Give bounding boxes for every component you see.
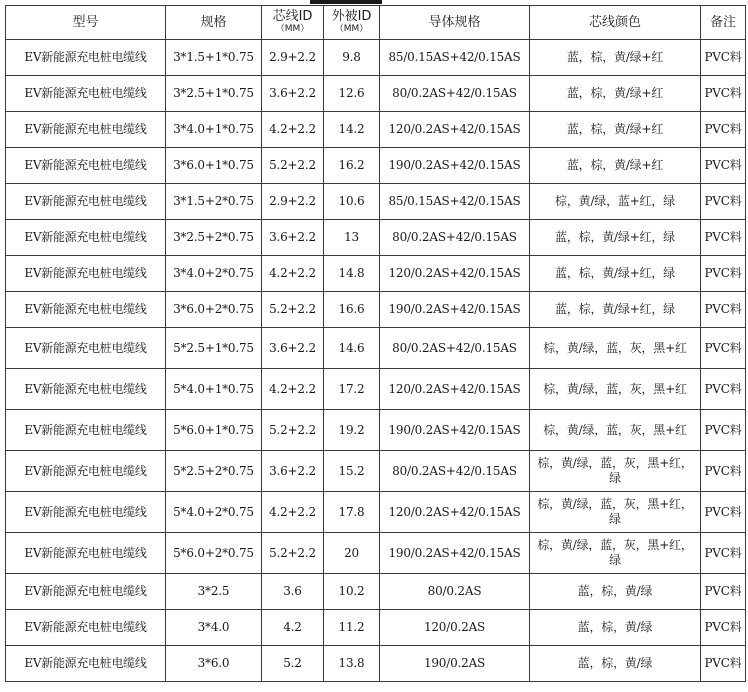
spec-cell: 3*6.0+1*0.75	[166, 148, 262, 184]
sheath-id-cell: 10.6	[324, 184, 380, 220]
core-color-cell: 蓝，棕，黄/绿+红	[530, 112, 701, 148]
spec-cell: 3*2.5	[166, 574, 262, 610]
model-cell: EV新能源充电桩电缆线	[6, 492, 166, 533]
core-color-cell: 棕，黄/绿，蓝+红，绿	[530, 184, 701, 220]
core-color-cell: 蓝，棕，黄/绿	[530, 574, 701, 610]
core-id-cell: 3.6+2.2	[262, 220, 324, 256]
table-row	[6, 369, 746, 410]
core-color-cell: 棕，黄/绿，蓝，灰，黑+红，绿	[530, 492, 701, 533]
core-color-cell: 蓝，棕，黄/绿+红	[530, 40, 701, 76]
sheath-id-cell: 12.6	[324, 76, 380, 112]
cable-spec-table	[5, 5, 746, 682]
conductor-cell: 80/0.2AS	[380, 574, 530, 610]
note-cell: PVC料	[701, 292, 746, 328]
conductor-cell: 80/0.2AS+42/0.15AS	[380, 451, 530, 492]
core-color-cell: 蓝，棕，黄/绿	[530, 646, 701, 682]
core-color-cell: 蓝，棕，黄/绿+红，绿	[530, 220, 701, 256]
table-row	[6, 451, 746, 492]
core-id-cell: 3.6	[262, 574, 324, 610]
header-note: 备注	[701, 6, 746, 40]
sheath-id-cell: 14.2	[324, 112, 380, 148]
core-id-cell: 2.9+2.2	[262, 184, 324, 220]
core-id-cell: 3.6+2.2	[262, 451, 324, 492]
spec-cell: 5*6.0+2*0.75	[166, 533, 262, 574]
table-row	[6, 76, 746, 112]
conductor-cell: 80/0.2AS+42/0.15AS	[380, 328, 530, 369]
header-spec: 规格	[166, 6, 262, 40]
conductor-cell: 80/0.2AS+42/0.15AS	[380, 76, 530, 112]
model-cell: EV新能源充电桩电缆线	[6, 76, 166, 112]
table-row	[6, 148, 746, 184]
spec-cell: 3*6.0+2*0.75	[166, 292, 262, 328]
model-cell: EV新能源充电桩电缆线	[6, 184, 166, 220]
conductor-cell: 120/0.2AS+42/0.15AS	[380, 256, 530, 292]
core-color-cell: 蓝，棕，黄/绿	[530, 610, 701, 646]
core-color-cell: 蓝，棕，黄/绿+红	[530, 76, 701, 112]
model-cell: EV新能源充电桩电缆线	[6, 451, 166, 492]
spec-cell: 5*6.0+1*0.75	[166, 410, 262, 451]
spec-cell: 3*1.5+1*0.75	[166, 40, 262, 76]
conductor-cell: 85/0.15AS+42/0.15AS	[380, 184, 530, 220]
header-model: 型号	[6, 6, 166, 40]
table-row	[6, 256, 746, 292]
core-id-cell: 4.2	[262, 610, 324, 646]
header-core-id-label: 芯线ID	[272, 9, 313, 24]
model-cell: EV新能源充电桩电缆线	[6, 256, 166, 292]
table-row	[6, 533, 746, 574]
core-color-cell: 棕，黄/绿，蓝，灰，黑+红，绿	[530, 533, 701, 574]
note-cell: PVC料	[701, 533, 746, 574]
table-row	[6, 610, 746, 646]
spec-cell: 5*4.0+2*0.75	[166, 492, 262, 533]
conductor-cell: 190/0.2AS+42/0.15AS	[380, 292, 530, 328]
header-sheath-id-unit: （MM）	[334, 24, 369, 34]
core-color-cell: 棕，黄/绿，蓝，灰，黑+红，绿	[530, 451, 701, 492]
note-cell: PVC料	[701, 256, 746, 292]
core-color-cell: 蓝，棕，黄/绿+红，绿	[530, 256, 701, 292]
table-header	[6, 6, 746, 40]
spec-cell: 3*2.5+2*0.75	[166, 220, 262, 256]
model-cell: EV新能源充电桩电缆线	[6, 292, 166, 328]
note-cell: PVC料	[701, 76, 746, 112]
note-cell: PVC料	[701, 451, 746, 492]
table-row	[6, 40, 746, 76]
spec-cell: 5*2.5+2*0.75	[166, 451, 262, 492]
model-cell: EV新能源充电桩电缆线	[6, 148, 166, 184]
note-cell: PVC料	[701, 369, 746, 410]
core-color-cell: 棕，黄/绿，蓝，灰，黑+红	[530, 410, 701, 451]
note-cell: PVC料	[701, 148, 746, 184]
header-row	[6, 6, 746, 40]
core-id-cell: 3.6+2.2	[262, 76, 324, 112]
sheath-id-cell: 9.8	[324, 40, 380, 76]
core-color-cell: 蓝，棕，黄/绿+红	[530, 148, 701, 184]
model-cell: EV新能源充电桩电缆线	[6, 328, 166, 369]
sheath-id-cell: 14.8	[324, 256, 380, 292]
spec-cell: 3*6.0	[166, 646, 262, 682]
conductor-cell: 190/0.2AS+42/0.15AS	[380, 148, 530, 184]
spec-cell: 3*4.0+2*0.75	[166, 256, 262, 292]
table-row	[6, 410, 746, 451]
model-cell: EV新能源充电桩电缆线	[6, 646, 166, 682]
core-color-cell: 蓝，棕，黄/绿+红，绿	[530, 292, 701, 328]
table-body	[6, 40, 746, 682]
model-cell: EV新能源充电桩电缆线	[6, 610, 166, 646]
sheath-id-cell: 19.2	[324, 410, 380, 451]
conductor-cell: 80/0.2AS+42/0.15AS	[380, 220, 530, 256]
conductor-cell: 85/0.15AS+42/0.15AS	[380, 40, 530, 76]
model-cell: EV新能源充电桩电缆线	[6, 369, 166, 410]
table-row	[6, 492, 746, 533]
model-cell: EV新能源充电桩电缆线	[6, 574, 166, 610]
core-id-cell: 2.9+2.2	[262, 40, 324, 76]
sheath-id-cell: 13	[324, 220, 380, 256]
core-id-cell: 4.2+2.2	[262, 256, 324, 292]
sheath-id-cell: 14.6	[324, 328, 380, 369]
table-row	[6, 574, 746, 610]
conductor-cell: 120/0.2AS+42/0.15AS	[380, 112, 530, 148]
sheath-id-cell: 13.8	[324, 646, 380, 682]
note-cell: PVC料	[701, 574, 746, 610]
sheath-id-cell: 15.2	[324, 451, 380, 492]
sheath-id-cell: 17.2	[324, 369, 380, 410]
note-cell: PVC料	[701, 112, 746, 148]
core-id-cell: 5.2	[262, 646, 324, 682]
core-id-cell: 5.2+2.2	[262, 292, 324, 328]
sheath-id-cell: 11.2	[324, 610, 380, 646]
note-cell: PVC料	[701, 610, 746, 646]
note-cell: PVC料	[701, 410, 746, 451]
table-row	[6, 184, 746, 220]
sheath-id-cell: 16.2	[324, 148, 380, 184]
table-row	[6, 646, 746, 682]
sheath-id-cell: 17.8	[324, 492, 380, 533]
header-conductor: 导体规格	[380, 6, 530, 40]
model-cell: EV新能源充电桩电缆线	[6, 533, 166, 574]
conductor-cell: 190/0.2AS+42/0.15AS	[380, 410, 530, 451]
core-id-cell: 4.2+2.2	[262, 369, 324, 410]
spec-cell: 3*4.0+1*0.75	[166, 112, 262, 148]
note-cell: PVC料	[701, 646, 746, 682]
note-cell: PVC料	[701, 184, 746, 220]
conductor-cell: 120/0.2AS+42/0.15AS	[380, 492, 530, 533]
core-color-cell: 棕，黄/绿，蓝，灰，黑+红	[530, 328, 701, 369]
spec-cell: 3*4.0	[166, 610, 262, 646]
header-core-color: 芯线颜色	[530, 6, 701, 40]
table-row	[6, 220, 746, 256]
core-id-cell: 5.2+2.2	[262, 533, 324, 574]
note-cell: PVC料	[701, 220, 746, 256]
table-row	[6, 292, 746, 328]
header-sheath-id-label: 外被ID	[331, 9, 372, 24]
model-cell: EV新能源充电桩电缆线	[6, 40, 166, 76]
conductor-cell: 190/0.2AS+42/0.15AS	[380, 533, 530, 574]
model-cell: EV新能源充电桩电缆线	[6, 410, 166, 451]
header-core-id	[262, 6, 324, 40]
core-id-cell: 4.2+2.2	[262, 492, 324, 533]
core-id-cell: 3.6+2.2	[262, 328, 324, 369]
sheath-id-cell: 20	[324, 533, 380, 574]
header-sheath-id	[324, 6, 380, 40]
note-cell: PVC料	[701, 328, 746, 369]
core-color-cell: 棕，黄/绿，蓝，灰，黑+红	[530, 369, 701, 410]
spec-cell: 3*1.5+2*0.75	[166, 184, 262, 220]
top-bar-decoration	[310, 0, 382, 4]
conductor-cell: 190/0.2AS	[380, 646, 530, 682]
core-id-cell: 4.2+2.2	[262, 112, 324, 148]
model-cell: EV新能源充电桩电缆线	[6, 112, 166, 148]
spec-cell: 5*2.5+1*0.75	[166, 328, 262, 369]
note-cell: PVC料	[701, 492, 746, 533]
header-core-id-unit: （MM）	[275, 24, 310, 34]
model-cell: EV新能源充电桩电缆线	[6, 220, 166, 256]
table-row	[6, 328, 746, 369]
conductor-cell: 120/0.2AS	[380, 610, 530, 646]
note-cell: PVC料	[701, 40, 746, 76]
core-id-cell: 5.2+2.2	[262, 410, 324, 451]
table-row	[6, 112, 746, 148]
spec-cell: 3*2.5+1*0.75	[166, 76, 262, 112]
sheath-id-cell: 16.6	[324, 292, 380, 328]
spec-cell: 5*4.0+1*0.75	[166, 369, 262, 410]
core-id-cell: 5.2+2.2	[262, 148, 324, 184]
conductor-cell: 120/0.2AS+42/0.15AS	[380, 369, 530, 410]
sheath-id-cell: 10.2	[324, 574, 380, 610]
